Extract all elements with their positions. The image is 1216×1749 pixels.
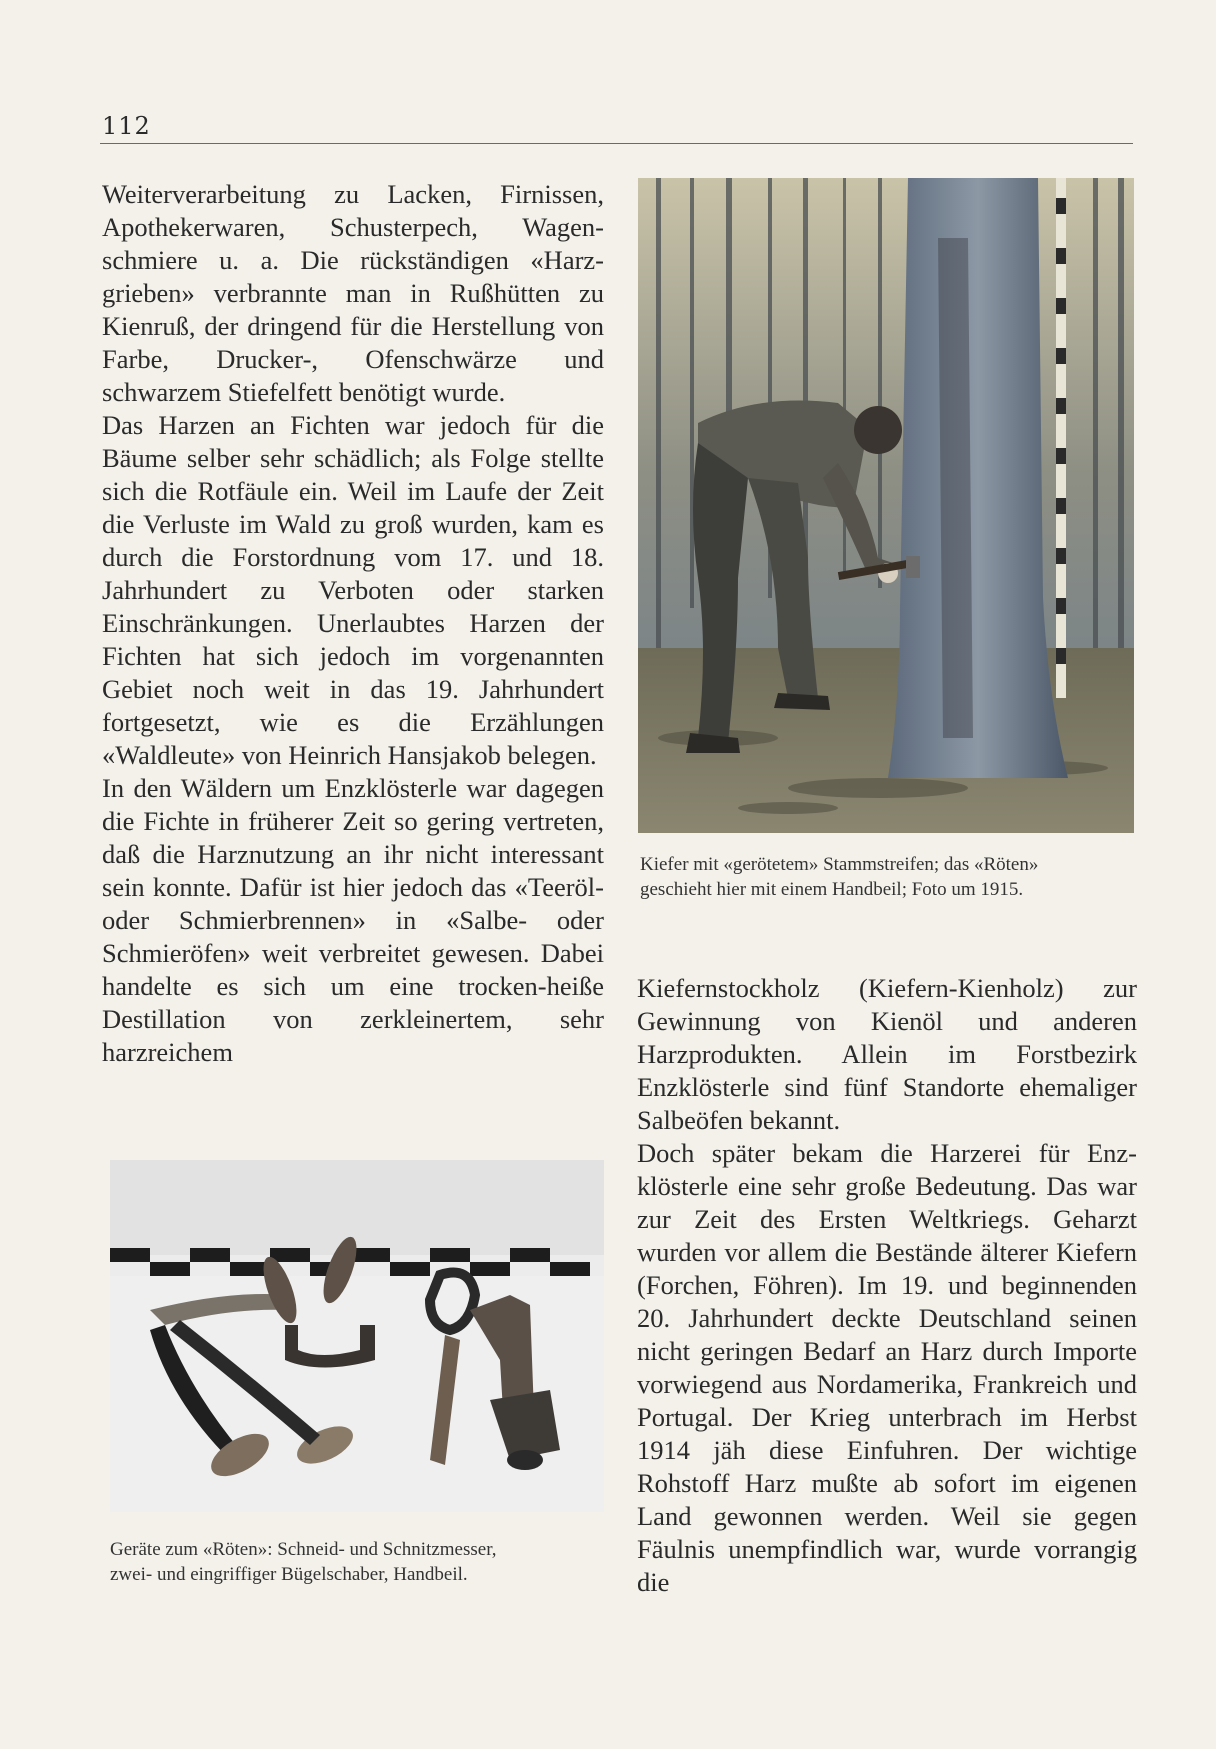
- caption-tools-photo: [110, 1537, 620, 1587]
- photo-forest-illustration: [638, 178, 1134, 833]
- photo-resin-tools: [110, 1160, 604, 1512]
- caption-line: Kiefer mit «gerötetem» Stammstreifen; das «Röten»: [640, 854, 1039, 875]
- header-rule: [100, 143, 1133, 144]
- paragraph: Kiefernstockholz (Kiefern-Kienholz) zur Gewinnung von Kienöl und anderen Harzprodukten. Allein im Forstbezirk Enzklösterle sind fünf Standorte ehemaliger Salbeöfen bekannt.: [637, 973, 1137, 1135]
- left-text-column: [102, 178, 604, 1069]
- paragraph: Weiterverarbeitung zu Lacken, Firnissen, Apothekerwaren, Schusterpech, Wagenschmiere u. a. Die rückständigen «Harzgrieben» verbrannte man in Rußhütten zu Kienruß, der dringend für die Herstellung von Farbe, Drucker-, Ofenschwärze und schwarzem Stiefelfett benötigt wurde.: [102, 179, 604, 407]
- caption-line: zwei- und eingriffiger Bügelschaber, Handbeil.: [110, 1564, 468, 1585]
- caption-line: geschieht hier mit einem Handbeil; Foto um 1915.: [640, 879, 1024, 900]
- paragraph: In den Wäldern um Enzklösterle war dagegen die Fichte in früherer Zeit so gering vertreten, daß die Harznutzung an ihr nicht interessant sein konnte. Dafür ist hier jedoch das «Teeröl- oder Schmierbrennen» in «Salbe- oder Schmieröfen» weit verbreitet gewesen. Dabei handelte es sich um eine trocken-heiße Destillation von zerkleinertem, sehr harzreichem: [102, 773, 604, 1067]
- paragraph: Das Harzen an Fichten war jedoch für die Bäume selber sehr schädlich; als Folge stellte sich die Rotfäule ein. Weil im Laufe der Zeit die Verluste im Wald zu groß wurden, kam es durch die Forstordnung vom 17. und 18. Jahrhundert zu Verboten oder starken Einschränkungen. Unerlaubtes Harzen der Fichten hat sich jedoch im vorgenannten Gebiet noch weit in das 19. Jahrhundert fortgesetzt, wie es die Erzählungen «Waldleute» von Heinrich Hansjakob belegen.: [102, 410, 604, 770]
- photo-tools-illustration: [110, 1160, 604, 1512]
- photo-pine-tree-worker: [638, 178, 1134, 833]
- right-text-column: [637, 972, 1137, 1599]
- page-number: 112: [102, 112, 151, 140]
- caption-line: Geräte zum «Röten»: Schneid- und Schnitzmesser,: [110, 1539, 497, 1560]
- caption-forest-photo: [640, 852, 1140, 902]
- paragraph: Doch später bekam die Harzerei für Enzklösterle eine sehr große Bedeutung. Das war zur Zeit des Ersten Weltkriegs. Geharzt wurden vor allem die Bestände älterer Kiefern (Forchen, Föhren). Im 19. und beginnenden 20. Jahrhundert deckte Deutschland seinen nicht geringen Bedarf an Harz durch Importe vorwiegend aus Nordamerika, Frankreich und Portugal. Der Krieg unterbrach im Herbst 1914 jäh diese Einfuhren. Der wichtige Rohstoff Harz mußte ab sofort im eigenen Land gewonnen werden. Weil sie gegen Fäulnis unempfindlich war, wurde vorrangig die: [637, 1138, 1137, 1597]
